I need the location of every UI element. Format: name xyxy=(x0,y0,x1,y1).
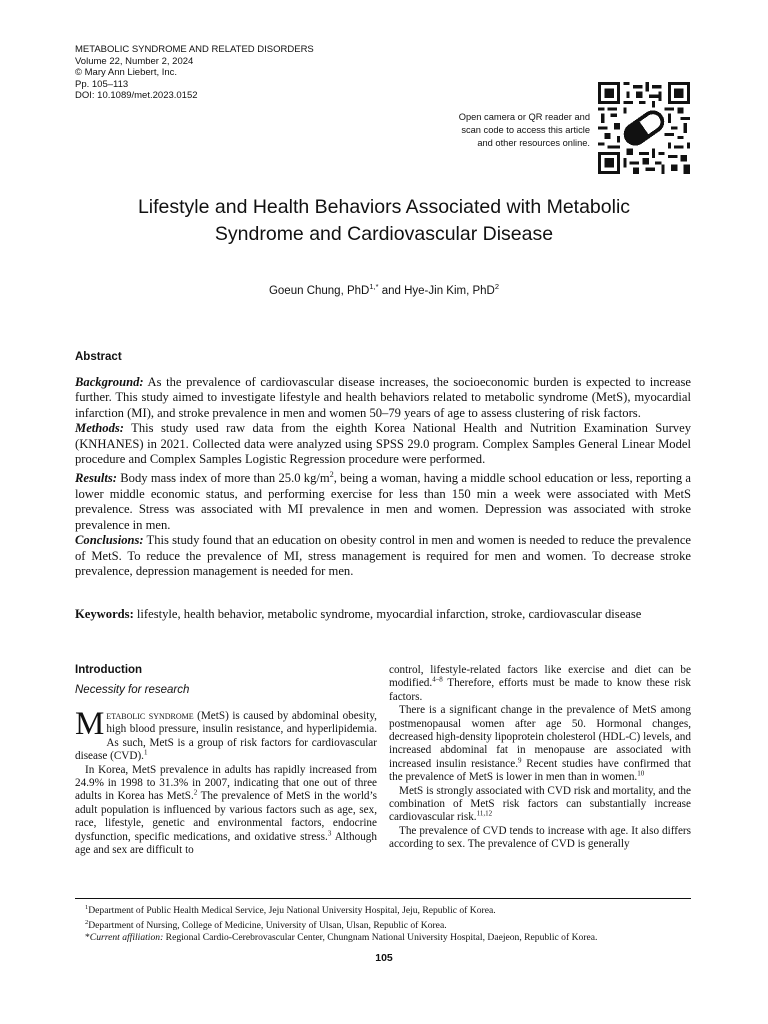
journal-info xyxy=(75,44,314,102)
intro-p2-text-b: The prevalence of MetS in the world’s adult population is influenced by various factors such as age, sex, race, lifestyle, genetic and environmental factors, endocrine dysfunction, specific medications, and oxidative stress. xyxy=(75,790,377,843)
lead-smallcaps: etabolic syndrome xyxy=(106,710,194,722)
results-text-b: , being a woman, having a middle school education or less, reporting a lower middle economic status, and performing exercise for less than 150 min a week were associated with MetS prevalence. Stress was associated with MI prevalence in men and women. Depression was associated with stroke prevalence in men. xyxy=(75,471,691,532)
results-label: Results: xyxy=(75,471,117,486)
results-superscript: 2 xyxy=(329,470,334,480)
intro-paragraph-5 xyxy=(389,785,691,825)
intro-p2-text-a: In Korea, MetS prevalence in adults has rapidly increased from 24.9% in 1998 to 31.3% in 2007, indicating that one out of three adults in Korea has MetS. xyxy=(75,763,377,803)
qr-line-2: scan code to access this article xyxy=(461,125,590,135)
qr-instructions xyxy=(390,111,590,150)
abstract-conclusions xyxy=(75,533,691,579)
introduction-heading: Introduction xyxy=(75,664,143,676)
citation-1[interactable]: 1 xyxy=(143,748,148,757)
keywords xyxy=(75,607,691,622)
author-2-affiliation: 2 xyxy=(494,282,500,291)
abstract-results xyxy=(75,467,691,533)
background-text: As the prevalence of cardiovascular disease increases, the socioeconomic burden is expected to increase further. This study aimed to investigate lifestyle and health behaviors related to metabolic syndrome (MetS), myocardial infarction (MI), and stroke prevalence in men and women 50–79 years of age to assess clustering of risk factors. xyxy=(75,375,691,420)
intro-paragraph-1 xyxy=(75,706,377,764)
citation-10[interactable]: 10 xyxy=(637,769,645,778)
footnote-1 xyxy=(85,902,695,917)
footnote-3-text: Regional Cardio-Cerebrovascular Center, Chungnam National University Hospital, Daejeon, Republic of Korea. xyxy=(163,932,598,944)
footnote-1-marker: 1 xyxy=(85,904,89,911)
abstract-body xyxy=(75,375,691,579)
author-1-affiliation: 1,* xyxy=(369,282,379,291)
qr-line-1: Open camera or QR reader and xyxy=(458,112,590,122)
methods-label: Methods: xyxy=(75,421,124,436)
intro-p2-text-c: Although age and sex are difficult to xyxy=(75,830,377,857)
intro-paragraph-3 xyxy=(389,664,691,704)
abstract-background xyxy=(75,375,691,421)
footnotes xyxy=(85,902,695,944)
citation-4-8[interactable]: 4–8 xyxy=(432,675,443,684)
journal-doi: DOI: 10.1089/met.2023.0152 xyxy=(75,90,198,101)
footnote-2-text: Department of Nursing, College of Medicine, University of Ulsan, Ulsan, Republic of Korea. xyxy=(88,920,447,932)
keywords-label: Keywords: xyxy=(75,607,134,621)
footnote-2-marker: 2 xyxy=(85,919,89,927)
intro-r2-text-b: Recent studies have confirmed that the prevalence of MetS is lower in men than in women. xyxy=(389,757,691,784)
intro-p1-text: (MetS) is caused by abdominal obesity, high blood pressure, insulin resistance, and hyperlipidemia. As such, MetS is a group of risk factors for cardiovascular disease (CVD). xyxy=(75,710,377,763)
abstract-methods xyxy=(75,421,691,467)
article-title xyxy=(60,194,708,248)
author-1-name: Goeun Chung, PhD xyxy=(268,284,370,297)
journal-volume: Volume 22, Number 2, 2024 xyxy=(75,55,194,67)
body-left-column xyxy=(75,663,377,857)
citation-11-12[interactable]: 11,12 xyxy=(476,809,493,818)
footnote-divider xyxy=(75,898,691,899)
intro-r2-text-a: There is a significant change in the prevalence of MetS among postmenopausal women after age 50. Hormonal changes, decreased high-density lipoprotein cholesterol (HDL-C) levels, and increased abdominal fat in menopause are associated with increased insulin resistance. xyxy=(389,704,691,770)
author-2-name: Hye-Jin Kim, PhD xyxy=(404,284,495,297)
journal-copyright: © Mary Ann Liebert, Inc. xyxy=(75,67,178,78)
citation-3[interactable]: 3 xyxy=(327,828,332,837)
footnote-3 xyxy=(85,932,695,944)
intro-paragraph-2 xyxy=(75,764,377,858)
author-conjunction: and xyxy=(378,284,405,297)
intro-paragraph-4 xyxy=(389,704,691,784)
intro-r1-text-b: Therefore, efforts must be made to know these risk factors. xyxy=(389,677,691,703)
intro-paragraph-6 xyxy=(389,825,691,852)
authors xyxy=(60,282,708,297)
citation-2[interactable]: 2 xyxy=(193,788,198,797)
conclusions-text: This study found that an education on obesity control in men and women is needed to reduce the prevalence of MetS. To reduce the prevalence of MI, stress management is required for men and women. To decrease stroke prevalence, depression management is needed for men. xyxy=(75,533,691,579)
footnote-2 xyxy=(85,917,695,932)
intro-r3-text: MetS is strongly associated with CVD risk and mortality, and the combination of MetS risk factors can substantially increase cardiovascular risk. xyxy=(389,784,691,824)
footnote-1-text: Department of Public Health Medical Service, Jeju National University Hospital, Jeju, Republic of Korea. xyxy=(88,905,496,917)
footnote-3-label: Current affiliation: xyxy=(89,932,164,944)
methods-text: This study used raw data from the eighth Korea National Health and Nutrition Examination Survey (KNHANES) in 2021. Collected data were analyzed using SPSS 29.0 program. Complex Samples General Linear Model procedure and Complex Samples Logistic Regression procedure were performed. xyxy=(75,421,691,467)
title-line-1: Lifestyle and Health Behaviors Associated with Metabolic xyxy=(137,196,631,218)
abstract-heading: Abstract xyxy=(75,351,122,363)
footnote-3-marker: * xyxy=(85,932,90,944)
journal-pages: Pp. 105–113 xyxy=(75,78,129,90)
intro-r1-text-a: control, lifestyle-related factors like exercise and diet can be modified. xyxy=(389,664,691,690)
page-number: 105 xyxy=(375,952,393,964)
keywords-text: lifestyle, health behavior, metabolic syndrome, myocardial infarction, stroke, cardiovascular disease xyxy=(133,607,642,621)
drop-cap: M xyxy=(75,706,105,742)
title-line-2: Syndrome and Cardiovascular Disease xyxy=(214,223,554,245)
citation-9[interactable]: 9 xyxy=(518,756,522,765)
background-label: Background: xyxy=(75,375,144,389)
subsection-heading: Necessity for research xyxy=(75,684,190,696)
body-right-column xyxy=(389,664,691,852)
journal-name: METABOLIC SYNDROME AND RELATED DISORDERS xyxy=(75,44,314,55)
qr-code[interactable] xyxy=(598,82,690,174)
qr-line-3: and other resources online. xyxy=(477,138,590,148)
results-text-a: Body mass index of more than 25.0 kg/m xyxy=(117,471,330,486)
conclusions-label: Conclusions: xyxy=(75,533,144,548)
intro-r4-text: The prevalence of CVD tends to increase with age. It also differs according to sex. The prevalence of CVD is generally xyxy=(389,824,691,851)
